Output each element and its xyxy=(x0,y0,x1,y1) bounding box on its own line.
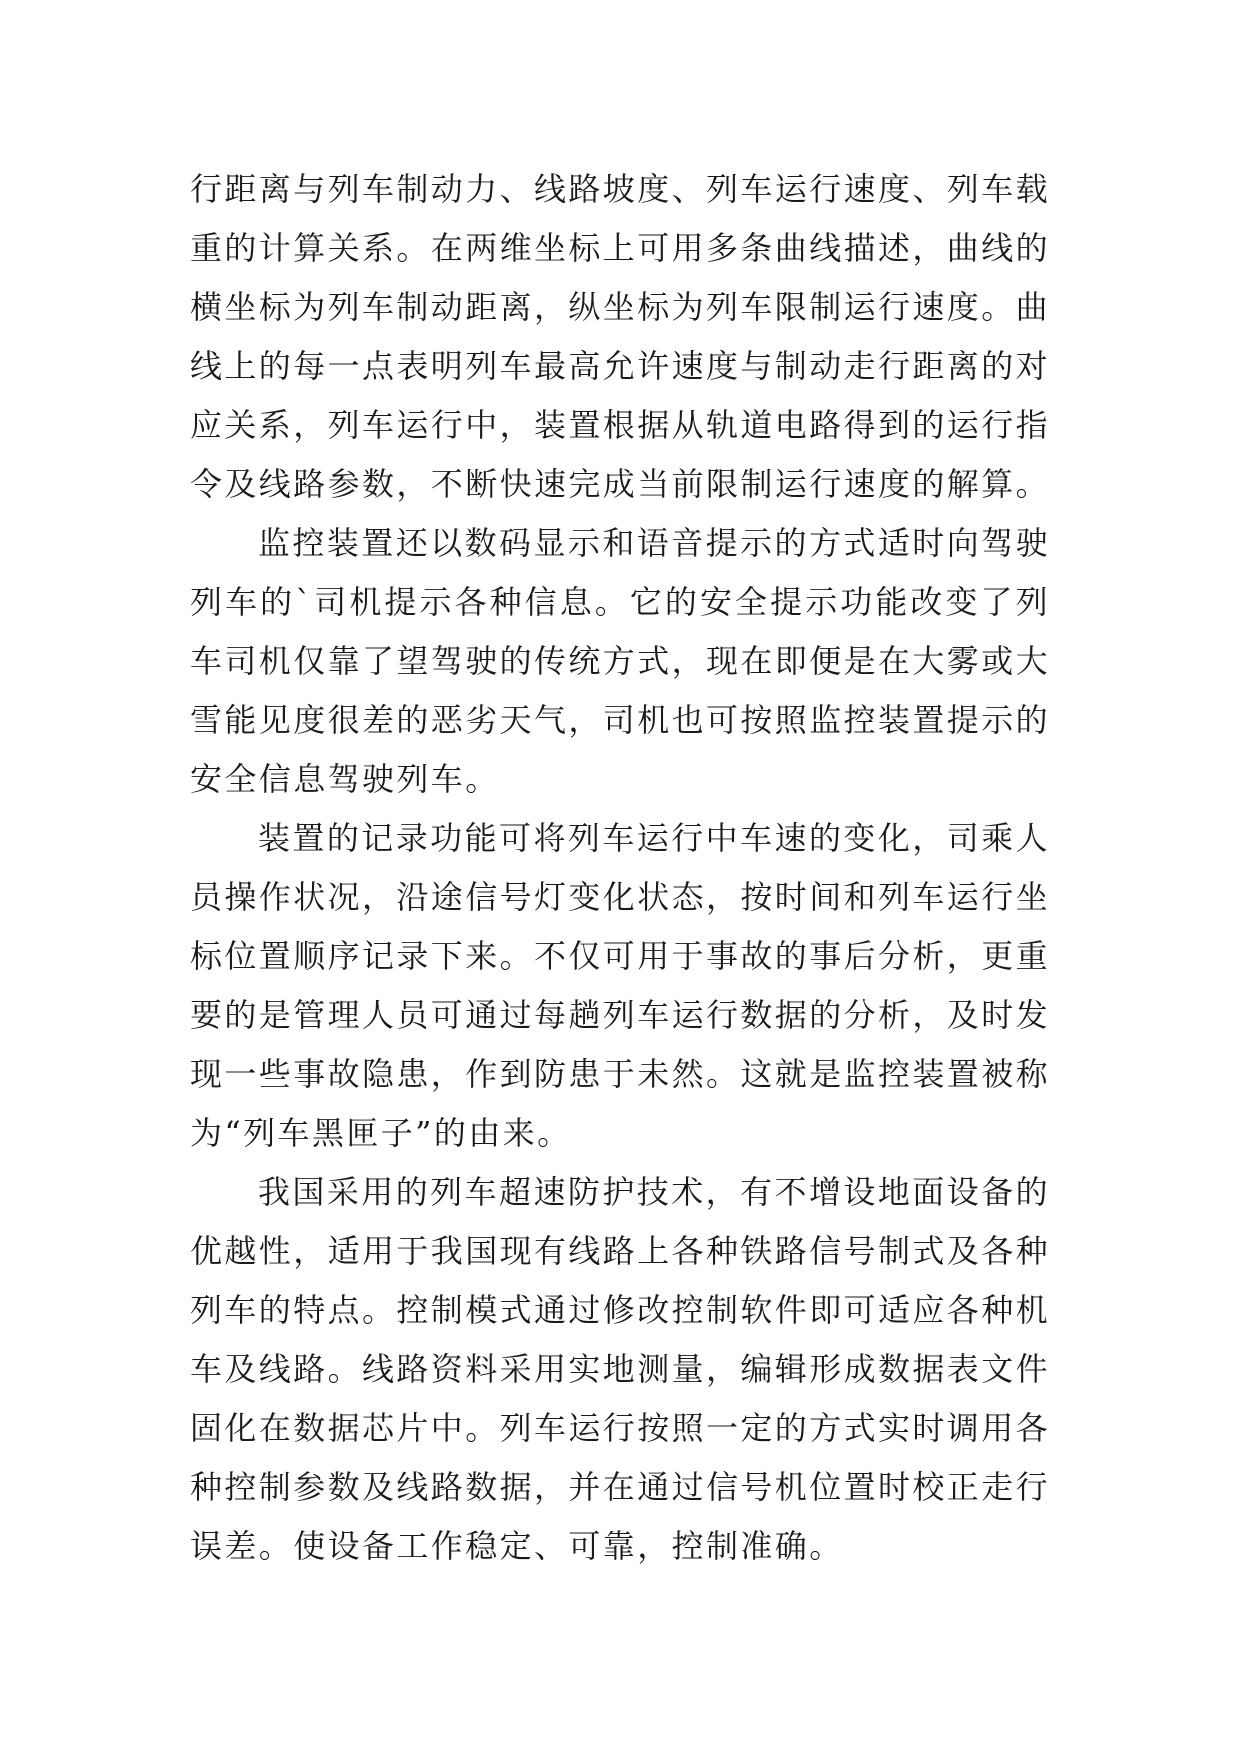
document-body xyxy=(190,160,1050,1576)
paragraph-recording-function: 装置的记录功能可将列车运行中车速的变化，司乘人员操作状况，沿途信号灯变化状态，按时间和列车运行坐标位置顺序记录下来。不仅可用于事故的事后分析，更重要的是管理人员可通过每趟列车运行数据的分析，及时发现一些事故隐患，作到防患于未然。这就是监控装置被称为“列车黑匣子”的由来。 xyxy=(190,819,1051,1152)
paragraph-monitoring-display: 监控装置还以数码显示和语音提示的方式适时向驾驶列车的`司机提示各种信息。它的安全提示功能改变了列车司机仅靠了望驾驶的传统方式，现在即便是在大雾或大雪能见度很差的恶劣天气，司机也可按照监控装置提示的安全信息驾驶列车。 xyxy=(190,524,1051,798)
paragraph-continuation: 行距离与列车制动力、线路坡度、列车运行速度、列车载重的计算关系。在两维坐标上可用多条曲线描述，曲线的横坐标为列车制动距离，纵坐标为列车限制运行速度。曲线上的每一点表明列车最高允许速度与制动走行距离的对应关系，列车运行中，装置根据从轨道电路得到的运行指令及线路参数，不断快速完成当前限制运行速度的解算。 xyxy=(190,170,1051,503)
paragraph-overspeed-protection: 我国采用的列车超速防护技术，有不增设地面设备的优越性，适用于我国现有线路上各种铁路信号制式及各种列车的特点。控制模式通过修改控制软件即可适应各种机车及线路。线路资料采用实地测量，编辑形成数据表文件固化在数据芯片中。列车运行按照一定的方式实时调用各种控制参数及线路数据，并在通过信号机位置时校正走行误差。使设备工作稳定、可靠，控制准确。 xyxy=(190,1173,1051,1565)
